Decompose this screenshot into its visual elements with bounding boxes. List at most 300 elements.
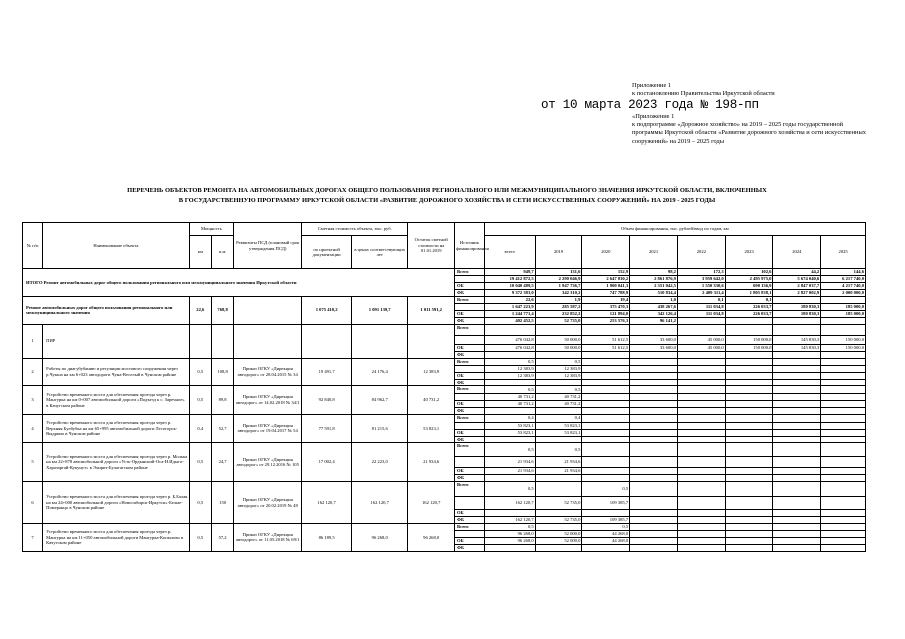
cost-current-cell: 96 268,0 [352,524,408,552]
value-cell: 150 000,0 [725,344,773,351]
value-cell [773,324,821,335]
source-cell: ОБ [455,401,485,408]
value-cell [677,468,725,475]
value-cell: 6 217 740,0 [821,275,866,282]
value-cell [725,365,773,372]
source-cell: ФБ [455,289,485,296]
value-cell [773,296,821,303]
remont-remainder: 1 011 591,2 [408,296,455,324]
value-cell: 52 735,0 [535,497,582,510]
source-cell: Всего [455,296,485,303]
value-cell [725,510,773,517]
value-cell [582,372,630,379]
value-cell [630,358,678,365]
value-cell: 285 587,2 [535,303,582,310]
table-row [23,482,866,497]
value-cell [773,475,821,482]
source-cell: ОБ [455,468,485,475]
value-cell [582,386,630,394]
value-cell [773,386,821,394]
value-cell [677,324,725,335]
value-cell [725,517,773,524]
value-cell: 21 934,6 [484,468,535,475]
value-cell: 226 033,7 [725,310,773,317]
value-cell [582,457,630,468]
value-cell [725,482,773,497]
km-cell [189,324,211,358]
source-cell: ОБ [455,510,485,517]
value-cell: 4 217 740,0 [821,282,866,289]
value-cell: 232 852,2 [535,310,582,317]
value-cell [725,457,773,468]
value-cell: 0,5 [535,386,582,394]
value-cell [630,386,678,394]
value-cell: 109 385,7 [582,497,630,510]
value-cell [535,524,582,531]
col-year: 2020 [582,236,630,269]
value-cell: 226 033,7 [725,303,773,310]
value-cell: 1 900 041,3 [582,282,630,289]
value-cell: 111 034,8 [677,310,725,317]
value-cell: 19 412 872,5 [484,275,535,282]
value-cell [725,372,773,379]
value-cell [773,443,821,457]
col-year: 2019 [535,236,582,269]
value-cell [821,401,866,408]
value-cell: 121 894,0 [582,310,630,317]
value-cell: 2 409 311,4 [677,289,725,296]
source-cell: ОБ [455,344,485,351]
value-cell: 747 788,9 [582,289,630,296]
value-cell [582,365,630,372]
prev-appendix-text: к подпрограмме «Дорожное хозяйство» на 2019 – 2025 годы государственной программы Иркутской области «Развитие дорожного хозяйства и сети искусственных сооружений» на 2019 – 2025 годы [632,121,866,145]
value-cell [677,510,725,517]
value-cell [677,386,725,394]
value-cell: 12 383,9 [484,365,535,372]
source-cell [455,303,485,310]
value-cell [725,538,773,545]
remont-name: Ремонт автомобильных дорог общего пользования регионального или межмуниципального значения [23,296,190,324]
pm-cell: 89,8 [211,386,233,415]
source-cell: ФБ [455,317,485,324]
col-pm: п.м. [211,236,233,269]
value-cell: 102,6 [725,269,773,276]
value-cell: 12 383,9 [535,372,582,379]
value-cell: 44 268,0 [582,531,630,538]
cost-current-cell: 81 215,6 [352,414,408,443]
value-cell [821,510,866,517]
value-cell: 0,5 [484,443,535,457]
table-row [23,414,866,422]
value-cell: 2 290 046,9 [535,275,582,282]
value-cell [821,317,866,324]
value-cell [773,545,821,552]
appendix-block [632,82,872,98]
row-number: 4 [23,414,43,443]
value-cell [630,414,678,422]
value-cell [773,538,821,545]
value-cell [630,443,678,457]
value-cell: 162 120,7 [484,517,535,524]
value-cell: 0,5 [535,358,582,365]
value-cell [821,365,866,372]
value-cell: 510 834,4 [630,289,678,296]
value-cell [773,468,821,475]
value-cell: 342 126,4 [630,310,678,317]
row-number: 2 [23,358,43,386]
value-cell: 342 310,2 [535,289,582,296]
value-cell: 0,5 [535,443,582,457]
value-cell: 145 830,3 [773,344,821,351]
source-cell [455,497,485,510]
value-cell: 45 000,0 [677,335,725,344]
value-cell: 949,7 [484,269,535,276]
row-number: 7 [23,524,43,552]
value-cell: 33 600,0 [630,335,678,344]
value-cell [677,545,725,552]
value-cell: 111 034,8 [677,303,725,310]
value-cell [630,422,678,429]
value-cell [630,468,678,475]
value-cell [677,372,725,379]
value-cell [725,497,773,510]
value-cell [677,351,725,358]
cost-project-cell: 92 840,8 [302,386,352,415]
value-cell: 40 731,2 [484,394,535,401]
value-cell: 150 000,0 [725,335,773,344]
value-cell: 53 823,1 [535,429,582,436]
value-cell: 44 268,0 [582,538,630,545]
value-cell: 1 244 771,4 [484,310,535,317]
cost-current-cell: 22 223,0 [352,443,408,482]
source-cell: ОБ [455,372,485,379]
value-cell [630,524,678,531]
value-cell [773,414,821,422]
value-cell: 172,3 [677,269,725,276]
value-cell [630,372,678,379]
col-remainder: Остаток сметной стоимости на 01.01.2019 [408,223,455,269]
value-cell [821,497,866,510]
value-cell [821,457,866,468]
value-cell [630,401,678,408]
value-cell: 96 141,2 [630,317,678,324]
value-cell: 180 830,3 [773,303,821,310]
object-name: Работы по диагубубанию и регуляции мостового сооружения через р.Чукша на км 6+023 автодороги Чуна-Веселый в Чунском районе [43,358,190,386]
value-cell: 22,6 [484,296,535,303]
row-number: 5 [23,443,43,482]
source-cell [455,422,485,429]
value-cell [821,517,866,524]
value-cell: 52 735,0 [535,317,582,324]
value-cell [773,394,821,401]
source-cell: ОБ [455,538,485,545]
source-cell: ФБ [455,436,485,443]
value-cell: 180 830,3 [773,310,821,317]
value-cell: 52 735,0 [535,517,582,524]
value-cell: 2 647 830,2 [582,275,630,282]
appendix-title: Приложение 1 [632,82,672,89]
value-cell [725,531,773,538]
value-cell [677,429,725,436]
object-name: Устройство временного моста для обеспечения проезда через р. Молька на км 22+878 автомобильной дороги «Усть-Ордынский-Оса-Н.Идыга-Харазаргай-Кукунут» в Эхирит-Булагатском районе [43,443,190,482]
value-cell: 3 959 642,0 [677,275,725,282]
col-total: всего [484,236,535,269]
table-row [23,443,866,457]
row-number: 1 [23,324,43,358]
value-cell [535,545,582,552]
value-cell: 0,5 [484,358,535,365]
value-cell [535,510,582,517]
value-cell [725,443,773,457]
value-cell: 52 000,0 [535,538,582,545]
source-cell: ОБ [455,282,485,289]
cost-current-cell: 24 176,4 [352,358,408,386]
value-cell [725,429,773,436]
value-cell: 12 383,9 [484,372,535,379]
source-cell: Всего [455,386,485,394]
value-cell [630,457,678,468]
value-cell [630,538,678,545]
value-cell: 21 934,6 [484,457,535,468]
value-cell: 2 495 975,0 [725,275,773,282]
value-cell [484,351,535,358]
value-cell [630,545,678,552]
value-cell [821,482,866,497]
value-cell [773,517,821,524]
col-psd: Реквизиты ПСД (плановый срок утверждения ПСД) [234,223,302,269]
psd-cell: Приказ ОГКУ «Дирекция автодорог» от 11.05.2018 № 69/1 [234,524,302,552]
value-cell [725,475,773,482]
value-cell [821,468,866,475]
source-cell [455,394,485,401]
remont-pm: 768,8 [211,296,233,324]
source-cell: Всего [455,358,485,365]
value-cell [725,414,773,422]
value-cell [821,545,866,552]
value-cell: 0,5 [484,482,535,497]
value-cell [821,524,866,531]
value-cell: 98,2 [630,269,678,276]
value-cell [630,531,678,538]
value-cell [677,394,725,401]
value-cell: 109 385,7 [582,517,630,524]
value-cell [821,296,866,303]
document-title [22,186,872,205]
value-cell [630,482,678,497]
decree-date: от 10 марта 2023 года № 198-пп [541,98,759,112]
value-cell [821,429,866,436]
value-cell: 53 823,1 [484,422,535,429]
value-cell: 402 452,5 [484,317,535,324]
psd-cell: Приказ ОГКУ «Дирекция автодорог» от 14.02.2018 № 34/1 [234,386,302,415]
value-cell [773,365,821,372]
remainder-cell: 53 823,1 [408,414,455,443]
value-cell [677,538,725,545]
value-cell: 45 000,0 [677,344,725,351]
col-num: № п/п [23,223,43,269]
value-cell: 5 674 040,6 [773,275,821,282]
value-cell [582,358,630,365]
value-cell [677,475,725,482]
objects-table [22,222,866,552]
remainder-cell [408,324,455,358]
col-km: км [189,236,211,269]
value-cell [677,422,725,429]
remont-psd [234,296,302,324]
remont-km: 22,6 [189,296,211,324]
value-cell [725,401,773,408]
value-cell: 19,4 [582,296,630,303]
psd-cell [234,324,302,358]
col-name: Наименование объекта [43,223,190,269]
value-cell [821,538,866,545]
value-cell: 145 830,3 [773,335,821,344]
value-cell [582,422,630,429]
row-number: 6 [23,482,43,524]
value-cell [535,351,582,358]
value-cell: 0,5 [484,386,535,394]
object-name: Устройство временного моста для обеспечения проезда через р. Верхняя Булбубка на км 65+995 автомобильной дороги Лесогорск-Выдрино в Чунском районе [43,414,190,443]
value-cell [582,394,630,401]
value-cell [630,394,678,401]
source-cell: ОБ [455,310,485,317]
value-cell [773,317,821,324]
value-cell: 375 470,3 [582,303,630,310]
value-cell: 40 731,2 [484,401,535,408]
psd-cell: Приказ ОГКУ «Дирекция автодорог» от 29.12.2016 № 105 [234,443,302,482]
value-cell [821,324,866,335]
cost-project-cell: 77 591,8 [302,414,352,443]
cost-current-cell: 84 962,7 [352,386,408,415]
col-cost-project: по проектной документации [302,236,352,269]
value-cell [677,524,725,531]
col-capacity: Мощность [189,223,234,236]
pm-cell: 108,8 [211,358,233,386]
psd-cell: Приказ ОГКУ «Дирекция автодорог» от 28.04.2015 № 34 [234,358,302,386]
value-cell [582,324,630,335]
value-cell: 53 823,1 [484,429,535,436]
value-cell [630,510,678,517]
value-cell: 476 042,8 [484,344,535,351]
value-cell: 10 040 489,5 [484,282,535,289]
value-cell [773,401,821,408]
table-row [23,386,866,394]
value-cell: 51 612,5 [582,344,630,351]
value-cell [725,468,773,475]
value-cell: 50 000,0 [535,335,582,344]
value-cell: 33 600,0 [630,344,678,351]
value-cell [535,324,582,335]
col-year: 2024 [773,236,821,269]
cost-project-cell: 86 189,5 [302,524,352,552]
value-cell [582,475,630,482]
appendix-line: к постановлению Правительства Иркутской области [632,90,775,98]
itogo-name: ИТОГО Ремонт автомобильных дорог общего пользования регионального или межмуниципального значения Иркутской области [23,269,455,297]
value-cell: 438 267,6 [630,303,678,310]
value-cell: 51 612,5 [582,335,630,344]
value-cell: 2 827 002,9 [773,289,821,296]
remainder-cell: 21 934,6 [408,443,455,482]
value-cell: 0,5 [582,482,630,497]
value-cell [725,422,773,429]
prev-appendix-title: «Приложение 1 [632,113,675,120]
value-cell [773,429,821,436]
value-cell [677,497,725,510]
value-cell: 50 000,0 [535,344,582,351]
value-cell [725,324,773,335]
value-cell [582,468,630,475]
value-cell [773,524,821,531]
cost-project-cell: 19 491,7 [302,358,352,386]
value-cell [677,365,725,372]
value-cell [677,317,725,324]
value-cell [677,443,725,457]
source-cell: Всего [455,482,485,497]
value-cell [630,475,678,482]
table-row [23,524,866,531]
remainder-cell: 12 383,9 [408,358,455,386]
value-cell: 9 372 383,0 [484,289,535,296]
object-name: ПИР [43,324,190,358]
km-cell: 0,4 [189,414,211,443]
pm-cell: 52,7 [211,414,233,443]
object-name: Устройство временного моста для обеспечения проезда через р. Мангурка на км 0+007 автомобильной дороги «Подъезд к с. Заречное» в Качугском районе [43,386,190,415]
value-cell [725,545,773,552]
source-cell: ФБ [455,475,485,482]
value-cell [535,475,582,482]
value-cell [821,386,866,394]
value-cell [773,510,821,517]
value-cell: 2 861 876,9 [630,275,678,282]
col-year: 2021 [630,236,678,269]
value-cell [725,351,773,358]
value-cell: 40 731,2 [535,394,582,401]
value-cell [773,457,821,468]
pm-cell: 150 [211,482,233,524]
value-cell [484,324,535,335]
value-cell [677,517,725,524]
value-cell: 1 550 330,6 [677,282,725,289]
value-cell: 185 000,0 [821,303,866,310]
value-cell [821,351,866,358]
value-cell [677,401,725,408]
source-cell: Всего [455,443,485,457]
km-cell: 0,5 [189,482,211,524]
value-cell [773,497,821,510]
value-cell: 150 000,0 [821,344,866,351]
remainder-cell: 96 268,0 [408,524,455,552]
km-cell: 0,5 [189,443,211,482]
col-source: Источник финансирования [455,223,485,269]
col-year: 2025 [821,236,866,269]
value-cell [821,422,866,429]
value-cell [773,482,821,497]
km-cell: 0,5 [189,358,211,386]
value-cell [773,531,821,538]
value-cell: 253 576,3 [582,317,630,324]
value-cell [677,457,725,468]
source-cell [455,335,485,344]
object-name: Устройство временного моста для обеспечения проезда через р. Б.Балая на км 24+000 автомобильной дороги «Новосибирск-Иркутск»-Белые-Померанцо в Чунском районе [43,482,190,524]
value-cell [484,545,535,552]
value-cell [582,351,630,358]
title-line-2: В ГОСУДАРСТВЕННУЮ ПРОГРАММУ ИРКУТСКОЙ ОБЛАСТИ «РАЗВИТИЕ ДОРОЖНОГО ХОЗЯЙСТВА И СЕТИ ИСКУССТВЕННЫХ СООРУЖЕНИЙ» НА 2019 - 2025 ГОДЫ [178,196,716,204]
value-cell: 96 268,0 [484,538,535,545]
value-cell [725,358,773,365]
value-cell [484,510,535,517]
value-cell: 131,6 [535,269,582,276]
value-cell: 1 647 223,9 [484,303,535,310]
